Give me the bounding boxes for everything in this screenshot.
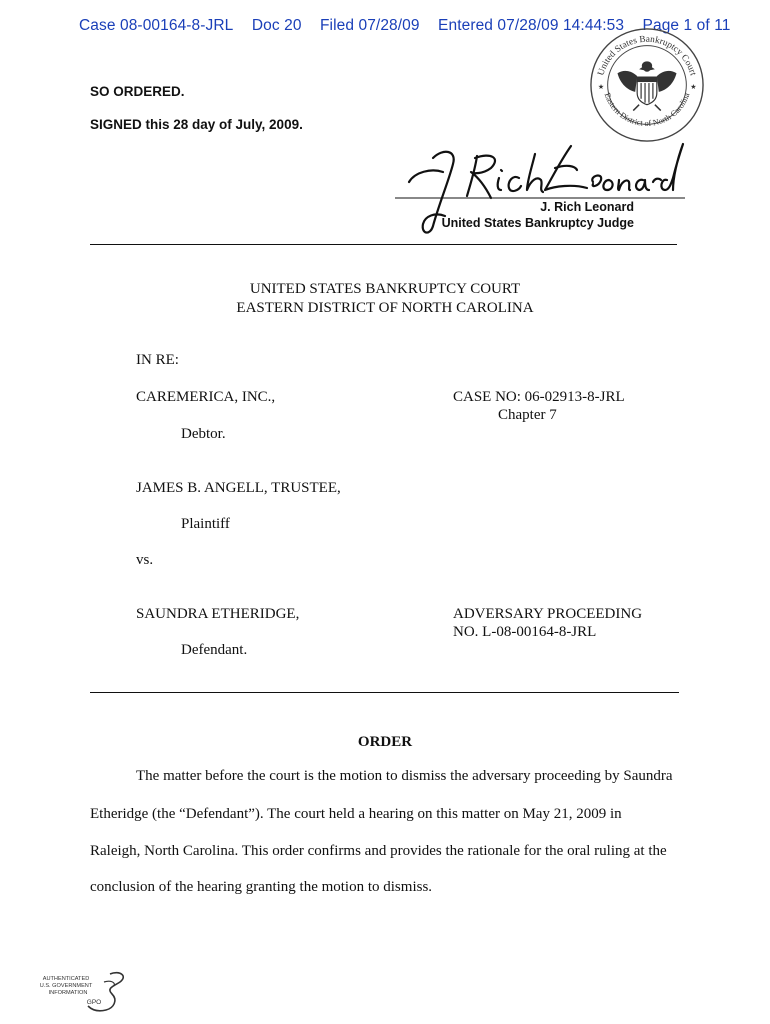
filed-date: Filed 07/28/09 <box>319 17 420 34</box>
order-heading: ORDER <box>357 734 413 750</box>
case-number-caption: CASE NO: 06-02913-8-JRL <box>453 389 625 405</box>
so-ordered-label: SO ORDERED. <box>90 84 185 99</box>
gpo-line4: GPO <box>86 999 102 1006</box>
versus-label: vs. <box>136 552 154 568</box>
entered-date: Entered 07/28/09 14:44:53 <box>438 17 625 34</box>
court-name-line2: EASTERN DISTRICT OF NORTH CAROLINA <box>236 300 534 316</box>
defendant-label: Defendant. <box>181 642 248 658</box>
signed-date-label: SIGNED this 28 day of July, 2009. <box>90 117 303 132</box>
judge-title: United States Bankruptcy Judge <box>441 216 634 230</box>
defendant-name: SAUNDRA ETHERIDGE, <box>136 606 300 622</box>
bottom-divider <box>90 692 679 693</box>
court-seal-icon <box>588 26 706 144</box>
debtor-name: CAREMERICA, INC., <box>136 389 276 405</box>
gpo-line2: U.S. GOVERNMENT <box>39 983 93 989</box>
seal-bottom-text: Eastern District of North Carolina <box>602 91 692 128</box>
seal-top-text: United States Bankruptcy Court <box>596 34 698 77</box>
order-line-4: conclusion of the hearing granting the motion to dismiss. <box>90 879 433 895</box>
doc-number: Doc 20 <box>251 17 302 34</box>
page-indicator: Page 1 of 11 <box>642 17 731 34</box>
court-name-line1: UNITED STATES BANKRUPTCY COURT <box>249 281 521 297</box>
order-line-2: Etheridge (the “Defendant”). The court held a hearing on this matter on May 21, 2009 in <box>90 806 622 822</box>
svg-text:★: ★ <box>690 83 697 91</box>
in-re-label: IN RE: <box>136 352 179 368</box>
gpo-authentication-logo-icon <box>32 968 132 1018</box>
gpo-line3: INFORMATION <box>48 990 88 996</box>
judge-block <box>440 199 634 231</box>
adversary-line1: ADVERSARY PROCEEDING <box>453 606 643 622</box>
svg-text:★: ★ <box>597 83 605 91</box>
judge-name: J. Rich Leonard <box>540 200 634 214</box>
case-number: Case 08-00164-8-JRL <box>79 17 234 34</box>
chapter-label: Chapter 7 <box>498 407 557 423</box>
order-body <box>90 768 680 908</box>
order-line-1: The matter before the court is the motion to dismiss the adversary proceeding by Saundra <box>136 768 673 784</box>
debtor-label: Debtor. <box>181 426 226 442</box>
order-line-3: Raleigh, North Carolina. This order confirms and provides the rationale for the oral ruling at the <box>90 843 667 859</box>
court-title <box>0 280 770 318</box>
plaintiff-label: Plaintiff <box>181 516 230 532</box>
gpo-line1: AUTHENTICATED <box>42 976 90 982</box>
top-divider <box>90 244 677 245</box>
plaintiff-name: JAMES B. ANGELL, TRUSTEE, <box>136 480 341 496</box>
adversary-line2: NO. L-08-00164-8-JRL <box>453 624 597 640</box>
